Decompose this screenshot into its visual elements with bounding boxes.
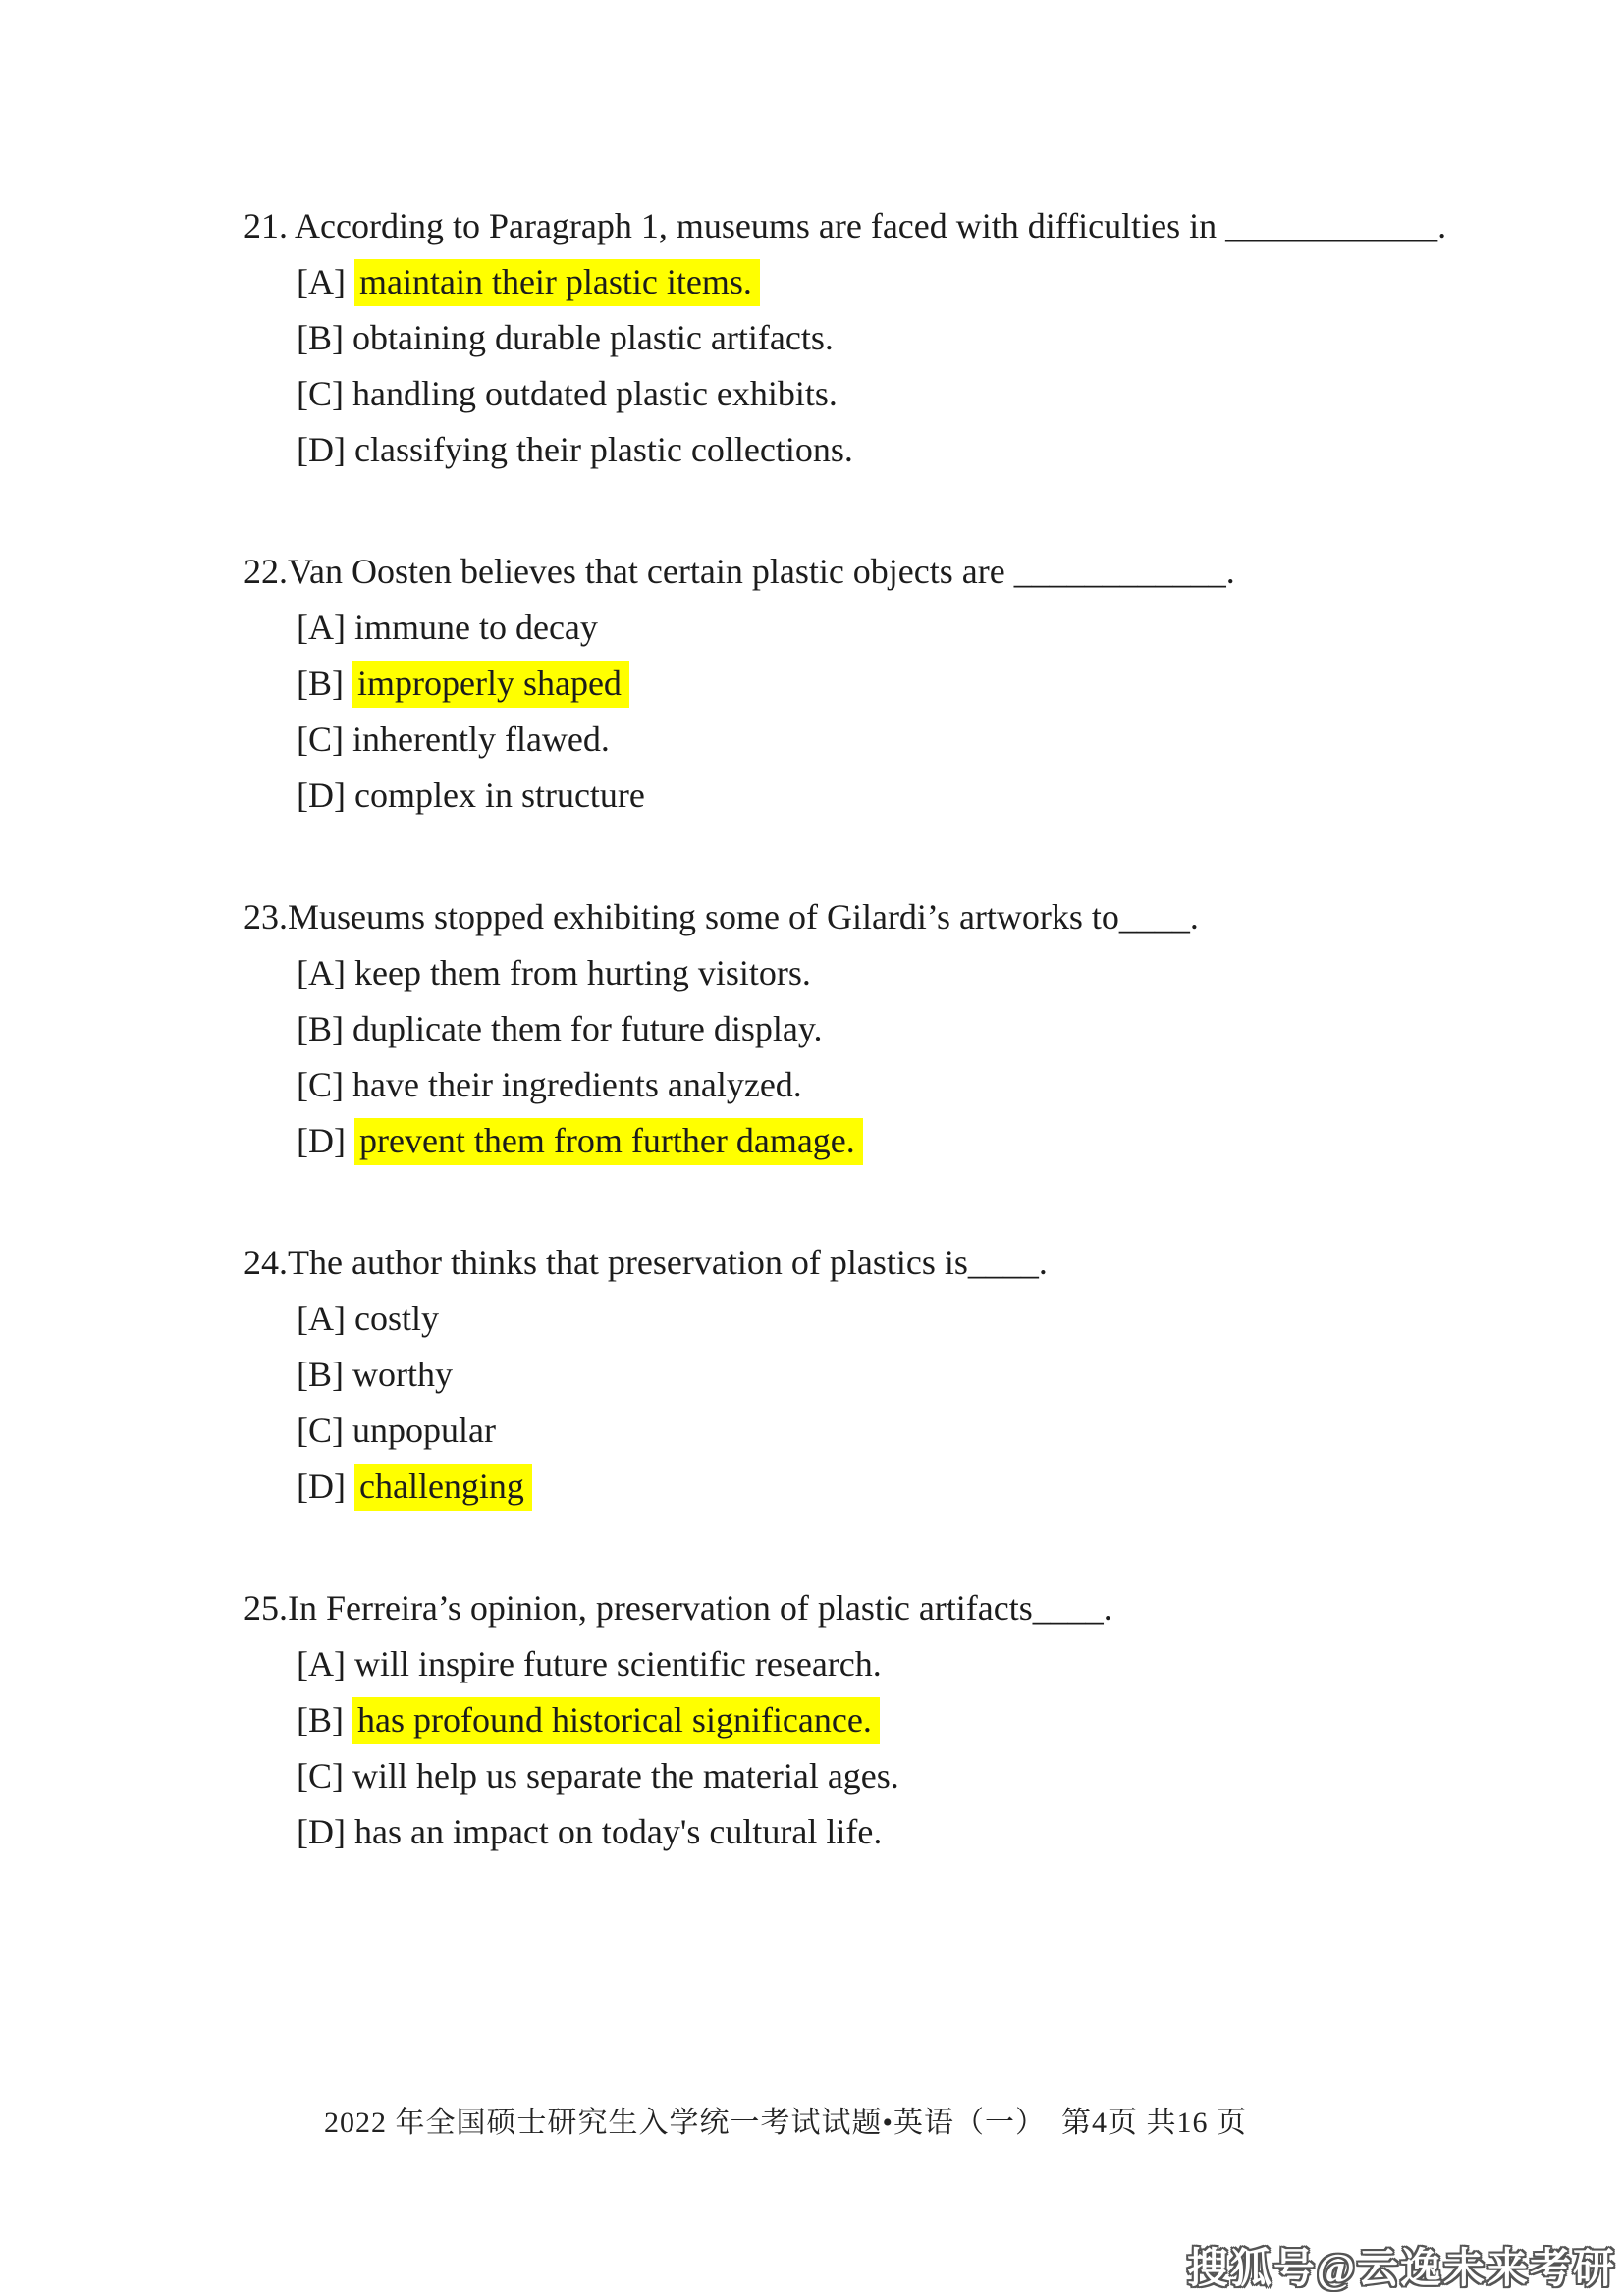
question-number: 24. (244, 1243, 288, 1282)
option-label: [C] (297, 374, 344, 413)
answer-blank: ____________ (1013, 552, 1226, 591)
option-row (297, 1297, 1624, 1340)
question-stem (244, 550, 1624, 593)
option-row (297, 1007, 1624, 1050)
option-label: [A] (297, 1299, 346, 1338)
option-row (297, 1642, 1624, 1685)
question-number: 25. (244, 1588, 288, 1628)
option-label: [A] (297, 262, 346, 301)
questions-area (244, 204, 1624, 1932)
option-label: [A] (297, 1644, 346, 1683)
option-row (297, 1409, 1624, 1452)
option-label: [D] (297, 775, 346, 815)
question-stem (244, 204, 1624, 247)
option-row (297, 774, 1624, 817)
option-text: maintain their plastic items. (354, 259, 760, 306)
question-stem-text: The author thinks that preservation of plastics is (288, 1243, 968, 1282)
question-number: 22. (244, 552, 288, 591)
option-label: [B] (297, 1700, 344, 1739)
question-number: 23. (244, 897, 288, 936)
option-text: costly (353, 1299, 439, 1338)
question-stem (244, 1241, 1624, 1284)
option-row (297, 1353, 1624, 1396)
question-stem (244, 895, 1624, 938)
option-row (297, 718, 1624, 761)
option-text: complex in structure (353, 775, 645, 815)
option-row (297, 428, 1624, 471)
option-text: has profound historical significance. (352, 1697, 880, 1744)
option-label: [A] (297, 608, 346, 647)
option-row (297, 260, 1624, 303)
option-text: immune to decay (353, 608, 598, 647)
answer-blank: ____ (967, 1243, 1039, 1282)
option-row (297, 1119, 1624, 1162)
stem-period: . (1038, 1243, 1048, 1282)
option-text: prevent them from further damage. (354, 1118, 863, 1165)
question-stem (244, 1586, 1624, 1629)
option-text: classifying their plastic collections. (353, 430, 853, 469)
option-label: [B] (297, 664, 344, 703)
option-text: handling outdated plastic exhibits. (352, 374, 838, 413)
options-list (244, 1297, 1624, 1508)
option-row (297, 1810, 1624, 1853)
option-row (297, 951, 1624, 994)
option-row (297, 1698, 1624, 1741)
option-text: challenging (354, 1464, 532, 1511)
option-label: [B] (297, 1355, 344, 1394)
option-text: keep them from hurting visitors. (353, 953, 811, 992)
option-label: [D] (297, 1467, 346, 1506)
option-text: will inspire future scientific research. (353, 1644, 882, 1683)
question-stem-text: According to Paragraph 1, museums are faced with difficulties in (295, 206, 1226, 245)
answer-blank: ____ (1118, 897, 1190, 936)
option-row (297, 316, 1624, 359)
stem-period: . (1103, 1588, 1112, 1628)
question-block (244, 895, 1624, 1162)
option-label: [A] (297, 953, 346, 992)
option-label: [B] (297, 1009, 344, 1048)
option-text: duplicate them for future display. (352, 1009, 823, 1048)
question-block (244, 550, 1624, 817)
option-text: unpopular (352, 1411, 496, 1450)
page-footer: 2022 年全国硕士研究生入学统一考试试题•英语（一） 第4页 共16 页 (323, 2107, 1247, 2139)
option-row (297, 372, 1624, 415)
question-stem-text: Van Oosten believes that certain plastic objects are (288, 552, 1014, 591)
question-number: 21. (244, 206, 296, 245)
option-text: improperly shaped (352, 661, 629, 708)
watermark: 搜狐号@云逸未来考研 (1186, 2247, 1616, 2292)
stem-period: . (1437, 206, 1447, 245)
option-label: [D] (297, 430, 346, 469)
question-stem-text: Museums stopped exhibiting some of Gilardi’s artworks to (288, 897, 1119, 936)
question-block (244, 1586, 1624, 1853)
question-stem-text: In Ferreira’s opinion, preservation of plastic artifacts (288, 1588, 1033, 1628)
stem-period: . (1189, 897, 1199, 936)
option-row (297, 1063, 1624, 1106)
option-label: [B] (297, 318, 344, 357)
option-row (297, 1465, 1624, 1508)
options-list (244, 951, 1624, 1162)
question-block (244, 1241, 1624, 1508)
option-label: [C] (297, 1411, 344, 1450)
option-row (297, 606, 1624, 649)
options-list (244, 1642, 1624, 1853)
stem-period: . (1225, 552, 1235, 591)
options-list (244, 606, 1624, 817)
answer-blank: ____ (1032, 1588, 1104, 1628)
answer-blank: ____________ (1225, 206, 1438, 245)
question-block (244, 204, 1624, 471)
option-label: [C] (297, 1065, 344, 1104)
option-label: [D] (297, 1812, 346, 1851)
option-text: will help us separate the material ages. (352, 1756, 899, 1795)
option-label: [C] (297, 720, 344, 759)
option-row (297, 662, 1624, 705)
option-text: obtaining durable plastic artifacts. (352, 318, 834, 357)
option-text: worthy (352, 1355, 453, 1394)
option-text: inherently flawed. (352, 720, 610, 759)
options-list (244, 260, 1624, 471)
option-label: [D] (297, 1121, 346, 1160)
option-text: has an impact on today's cultural life. (353, 1812, 883, 1851)
option-text: have their ingredients analyzed. (352, 1065, 802, 1104)
option-row (297, 1754, 1624, 1797)
option-label: [C] (297, 1756, 344, 1795)
